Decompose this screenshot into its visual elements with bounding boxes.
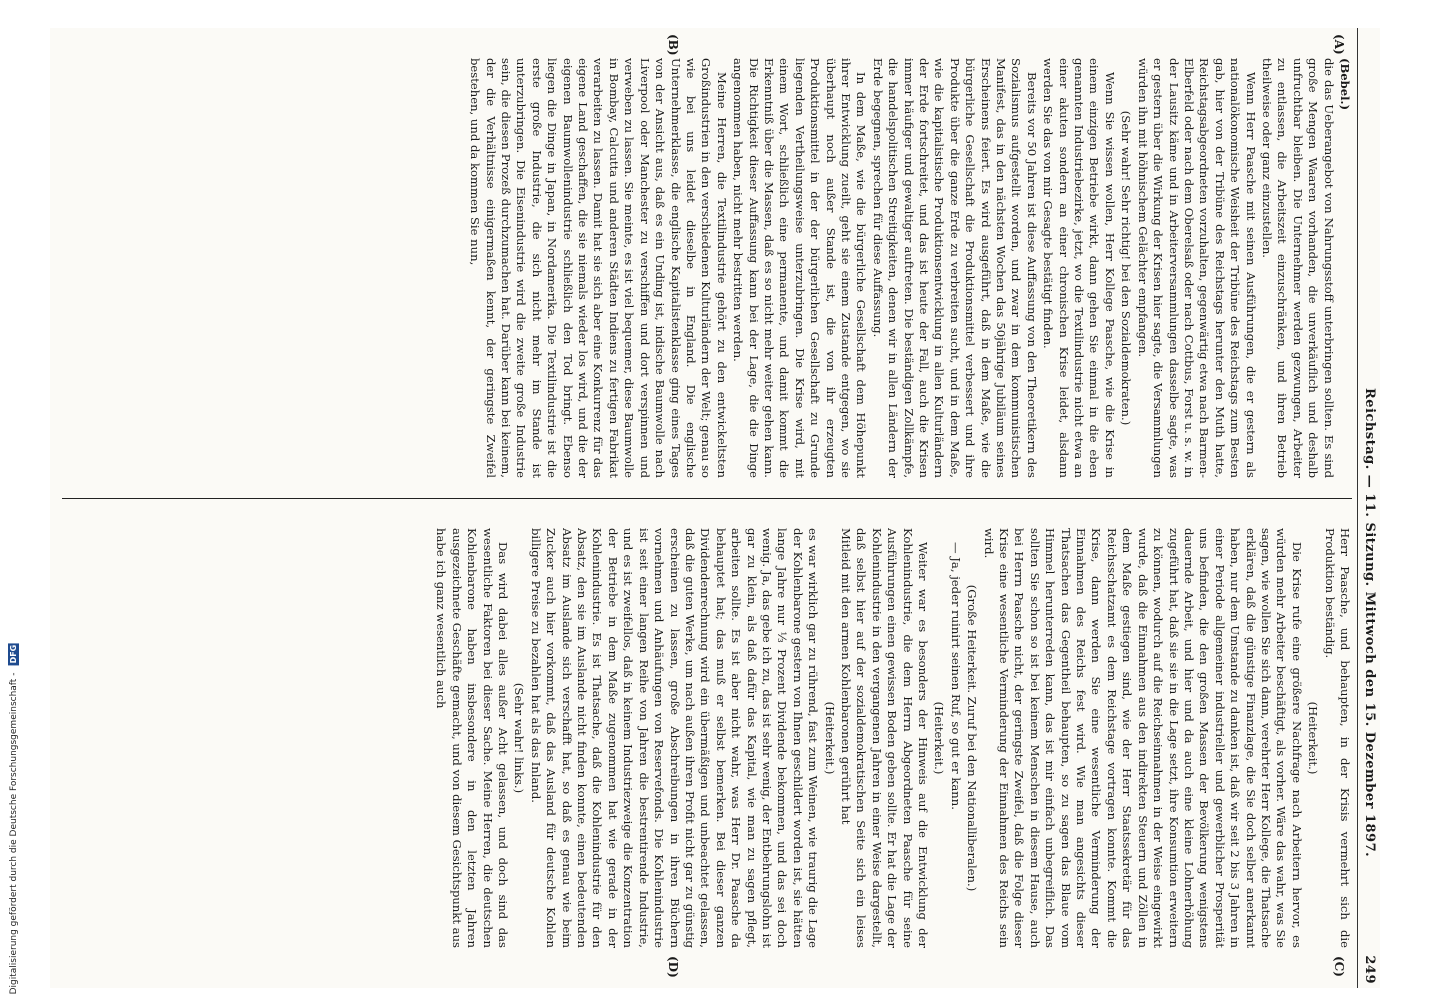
paragraph: Weiter war es besonders der Hinweis auf die Entwicklung der Kohlenindustrie, die dem Herrn Abgeordneten Paasche für seine Ausführungen einen gewissen Boden geben sollte. Er hat die Lage der Kohlenindustrie in den vergangenen Jahren in einer Weise dargestellt, daß selbst hier auf der sozialdemokratischen Seite sich ein leises Mitleid mit den armen Kohlenbaronen gerührt hat xyxy=(839,528,931,948)
paragraph: es war wirklich gar zu rührend, fast zum Weinen, wie traurig die Lage der Kohlenbarone gestern von Ihnen geschildert worden ist, sie hätten lange Jahre nur ⅓ Prozent Dividende bekommen, und das sei doch wenig. Ja, das gebe ich zu, das ist sehr wenig, der Entbehrungslohn ist gar zu klein, als daß dafür das Kapital, wie man zu sagen pflegt, arbeiten sollte. Es ist aber nicht wahr, was Herr Dr. Paasche da behauptet hat; das muß er selbst bemerken. Bei dieser ganzen Dividendenrechnung wird ein übermäßigen und unbeachtet gelassen, daß die guten Werke, um nach außen ihren Profit nicht gar zu günstig erscheinen zu lassen, große Abschreibungen in ihren Büchern vornehmen und Anhäufungen von Reservefonds. Die Kohlenindustrie ist seit einer langen Reihe von Jahren die bestrentirende Industrie, und es ist zweifellos, daß in keinem Industriezweige die Konzentration der Betriebe in dem Maße zugenommen hat wie gerade in der Kohlenindustrie. Es ist Thatsache, daß die Kohlenindustrie für den Absatz, den sie im Auslande nicht finden konnte, einen bedeutenden Absatz im Auslande sich verschafft hat, so daß es genau wie beim Zucker auch hier vorkommt, daß das Ausland für deutsche Kohlen billigere Preise zu bezahlen hat als das Inland. xyxy=(528,528,821,948)
dfg-logo: DFG xyxy=(9,644,18,664)
paragraph: Wenn Sie wissen wollen, Herr Kollege Paasche, wie die Krise in einem einzigen Betriebe wirkt, dann gehen Sie einmal in die eben genannten Industriebezirke, jetzt, wo die Textilindustrie nicht etwa an einer akuten sondern an einer chronischen Krise leidet, alsdann werden Sie das von mir Gesagte bestätigt finden. xyxy=(1041,58,1117,478)
paragraph: In dem Maße, wie die bürgerliche Gesellschaft dem Höhepunkt ihrer Entwicklung zueilt, geht sie einem Zustande entgegen, wo sie überhaupt noch außer Stande ist, die von ihr erzeugten Produktionsmittel in der der bürgerlichen Gesellschaft zu Grunde liegenden Vertheilungsweise unterzubringen. Die Krise wird, mit einem Wort, schließlich eine permanente, und damit kommt die Erkenntniß über die Massen, daß es so nicht mehr weiter gehen kann. Die Richtigkeit dieser Auffassung kann bei der Lage, die die Dinge angenommen haben, nicht mehr bestritten werden. xyxy=(731,58,869,478)
interjection: (Heiterkeit.) xyxy=(822,701,837,775)
digitization-credit xyxy=(8,643,19,994)
page-header xyxy=(1357,28,1380,988)
paragraph: — Ja, jeder ruinirt seinen Ruf, so gut er kann. xyxy=(948,542,963,810)
paragraph: Das wird dabei alles außer Acht gelassen, und doch sind das wesentliche Faktoren bei dieser Sache. Meine Herren, die deutschen Kohlenbarone haben insbesondere in den letzten Jahren ausgezeichnete Geschäfte gemacht, und von diesem Gesichtspunkt aus habe ich ganz wesentlich auch xyxy=(434,528,511,948)
margin-marker-a: (A) xyxy=(1332,34,1346,55)
interjection: (Sehr wahr! Sehr richtig! bei den Sozialdemokraten.) xyxy=(1119,110,1134,426)
page-title: Reichstag. — 11. Sitzung. Mittwoch den 15. Dezember 1897. xyxy=(1362,388,1377,858)
left-column xyxy=(62,58,1352,478)
margin-marker-b: (B) xyxy=(666,34,680,56)
speaker-label: (Bebel.) xyxy=(1338,58,1352,111)
paragraph: Meine Herren, die Textilindustrie gehört zu den entwickeltsten Großindustrien in den verschiedenen Kulturländern der Welt; genau so wie bei uns leidet dieselbe in England. Die englische Unternehmerklasse, die englische Kapitalistenklasse ging eines Tages von der Ansicht aus, daß es ein Unding ist, indische Baumwolle nach Liverpool oder Manchester zu verschiffen und dort verspinnen und verweben zu lassen. Sie meinte, es ist viel bequemer, diese Baumwolle in Bombay, Calcutta und anderen Städten Indiens zu fertigen Fabrikat verarbeiten zu lassen. Damit hat sie sich aber eine Konkurrenz für das eigene Land geschaffen, die sie niemals wieder los wird, und die der eigenen Baumwollenindustrie schließlich den Tod bringt. Ebenso liegen die Dinge in Japan, in Nordamerika. Die Textilindustrie ist die erste große Industrie, die sich nicht mehr im Stande ist unterzubringen. Die Eisenindustrie wird die zweite große Industrie sein, die diesen Prozeß durchzumachen hat. Darüber kann bei keinem, der die Verhältnisse einigermaßen kennt, der geringste Zweifel bestehen, und da kommen Sie nun, xyxy=(468,58,729,478)
rotated-page xyxy=(50,28,1380,988)
interjection: (Heiterkeit.) xyxy=(932,701,947,775)
column-divider xyxy=(62,498,1352,499)
page-number: 249 xyxy=(1362,955,1377,984)
right-column xyxy=(62,528,1352,948)
credit-text: Digitalisierung gefördert durch die Deutsche Forschungsgemeinschaft - xyxy=(9,672,19,994)
paragraph: Wenn Herr Paasche mit seinen Ausführungen, die er gestern als nationalökonomische Weisheit der Tribüne des Reichstags zum Besten gab, hier von der Tribüne des Reichstags herunter den Muth hatte, Reichstagsabgeordneten vorzuhalten, gegenwärtig etwa nach Barmen-Elberfeld oder nach dem Oberelsaß oder nach Cottbus, Forst u. s. w. in der Lausitz käme und in Arbeiterversammlungen dasselbe sagte, was er gestern über die Wirkung der Krisen hier sagte, die Versammlungen würden ihn mit höhnischem Gelächter empfangen. xyxy=(1135,58,1258,478)
margin-marker-c: (C) xyxy=(1332,956,1346,977)
interjection: (Große Heiterkeit. Zuruf bei den Nationalliberalen.) xyxy=(965,584,980,892)
paragraph: Die Krise rufe eine größere Nachfrage nach Arbeitern hervor, es würden mehr Arbeiter beschäftigt, als vorher. Wäre das wahr, was Sie sagen, wie wollen Sie sich dann, verehrter Herr Kollege, die Thatsache erklären, daß die günstige Finanzlage, die Sie doch selber anerkannt haben, nur dem Umstande zu danken ist, daß wir seit 2 bis 3 Jahren in einer Periode allgemeiner industrieller und gewerblicher Prosperität uns befinden, die den großen Massen der Bevölkerung wenigstens dauernde Arbeit, und hier und da auch eine kleine Lohnerhöhung zugeführt hat, daß sie sie in die Lage setzt, ihre Konsumtion erweitern zu können, wodurch auf die Reichseinnahmen in der Weise eingewirkt wurde, daß die Einnahmen aus den indirekten Steuern und Zöllen in dem Maße gestiegen sind, wie der Herr Staatssekretär für das Reichsschatzamt es dem Reichstage vortragen konnte. Kommt die Krise, dann werden Sie eine wesentliche Verminderung der Einnahmen des Reichs fest wird. Wie man angesichts dieser Thatsachen das Gegentheil behaupten, so zu sagen das Blaue vom Himmel herunterreden kann, das ist mir einfach unbegreiflich. Das sollten Sie schon so ist bei keinem Menschen in diesem Hause, auch bei Herrn Paasche nicht, der geringste Zweifel, daß die Folge dieser Krise eine wesentliche Verminderung der Einnahmen des Reichs sein wird. xyxy=(981,528,1304,948)
interjection: (Sehr wahr! links.) xyxy=(512,682,527,794)
interjection: (Heiterkeit.) xyxy=(1306,701,1321,775)
paragraph: Herr Paasche, und behaupten, in der Krisis vermehrt sich die Produktion beständig. xyxy=(1322,528,1352,948)
paragraph: Bereits vor 50 Jahren ist diese Auffassung von den Theoretikern des Sozialismus aufgestellt worden, und zwar in dem kommunistischen Manifest, das in den nächsten Wochen das 50jährige Jubiläum seines Erscheinens feiert. Es wird ausgeführt, daß in dem Maße, wie die bürgerliche Gesellschaft die Produktionsmittel verbessert und ihre Produkte über die ganze Erde zu verbreiten sucht, und in dem Maße, wie die kapitalistische Produktionsentwicklung in allen Kulturländern der Erde fortschreitet, und das ist heute der Fall, auch die Krisen immer häufiger und gewaltiger auftreten. Die beständigen Zollkämpfe, die handelspolitischen Streitigkeiten, denen wir in allen Ländern der Erde begegnen, sprechen für diese Auffassung. xyxy=(870,58,1039,478)
margin-marker-d: (D) xyxy=(666,956,680,978)
paragraph: die das Ueberangebot von Nahrungsstoff unterbringen sollten. Es sind große Mengen Waaren vorhanden, die unverkäuflich und deshalb unfruchtbar bleiben. Die Unternehmer werden gezwungen, Arbeiter zu entlassen, die Arbeitszeit einzuschränken, und ihren Betrieb theilweise oder ganz einzustellen. xyxy=(1259,58,1336,478)
